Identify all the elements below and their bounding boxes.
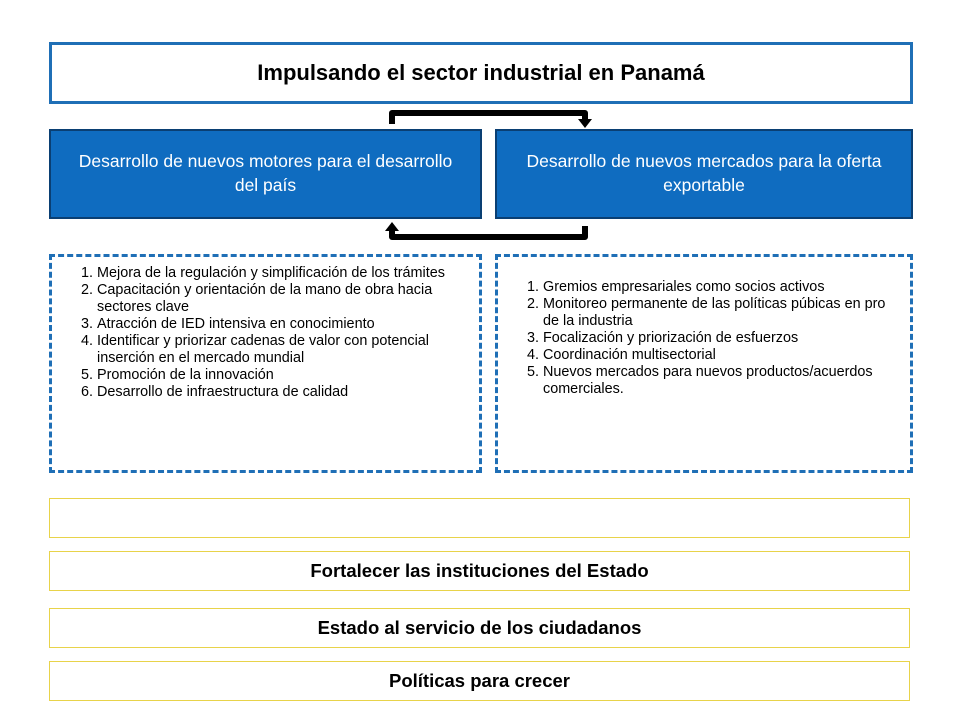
list-item: 1. Mejora de la regulación y simplificación de los trámites — [97, 265, 461, 282]
foundation-policies: Políticas para crecer — [49, 661, 910, 701]
bottom-connector-arrow — [392, 226, 585, 237]
engines-actions-list — [49, 254, 482, 473]
pillar-new-engines-label: Desarrollo de nuevos motores para el desarrollo del país — [78, 151, 453, 195]
foundation-citizens: Estado al servicio de los ciudadanos — [49, 608, 910, 648]
list-item: 4. Coordinación multisectorial — [543, 347, 892, 364]
pillar-new-markets-label: Desarrollo de nuevos mercados para la oferta exportable — [526, 151, 882, 195]
top-connector-arrow — [392, 113, 585, 124]
list-item: 4. Identificar y priorizar cadenas de valor con potencial inserción en el mercado mundial — [97, 333, 461, 367]
bottom-arrowhead — [385, 222, 399, 231]
list-item: 2. Capacitación y orientación de la mano de obra hacia sectores clave — [97, 282, 461, 316]
list-item: 3. Focalización y priorización de esfuerzos — [543, 330, 892, 347]
foundation-institutions: Fortalecer las instituciones del Estado — [49, 551, 910, 591]
list-item: 5. Promoción de la innovación — [97, 367, 461, 384]
pillar-new-engines — [49, 129, 482, 219]
list-item: 3. Atracción de IED intensiva en conocimiento — [97, 316, 461, 333]
list-item: 6. Desarrollo de infraestructura de calidad — [97, 384, 461, 401]
list-item: 1. Gremios empresariales como socios activos — [543, 279, 892, 296]
top-arrowhead — [578, 119, 592, 128]
diagram-title: Impulsando el sector industrial en Panamá — [49, 42, 913, 104]
empty-foundation-bar — [49, 498, 910, 538]
list-item: 5. Nuevos mercados para nuevos productos/acuerdos comerciales. — [543, 364, 892, 398]
list-item: 2. Monitoreo permanente de las políticas púbicas en pro de la industria — [543, 296, 892, 330]
pillar-new-markets — [495, 129, 913, 219]
markets-actions-list — [495, 254, 913, 473]
